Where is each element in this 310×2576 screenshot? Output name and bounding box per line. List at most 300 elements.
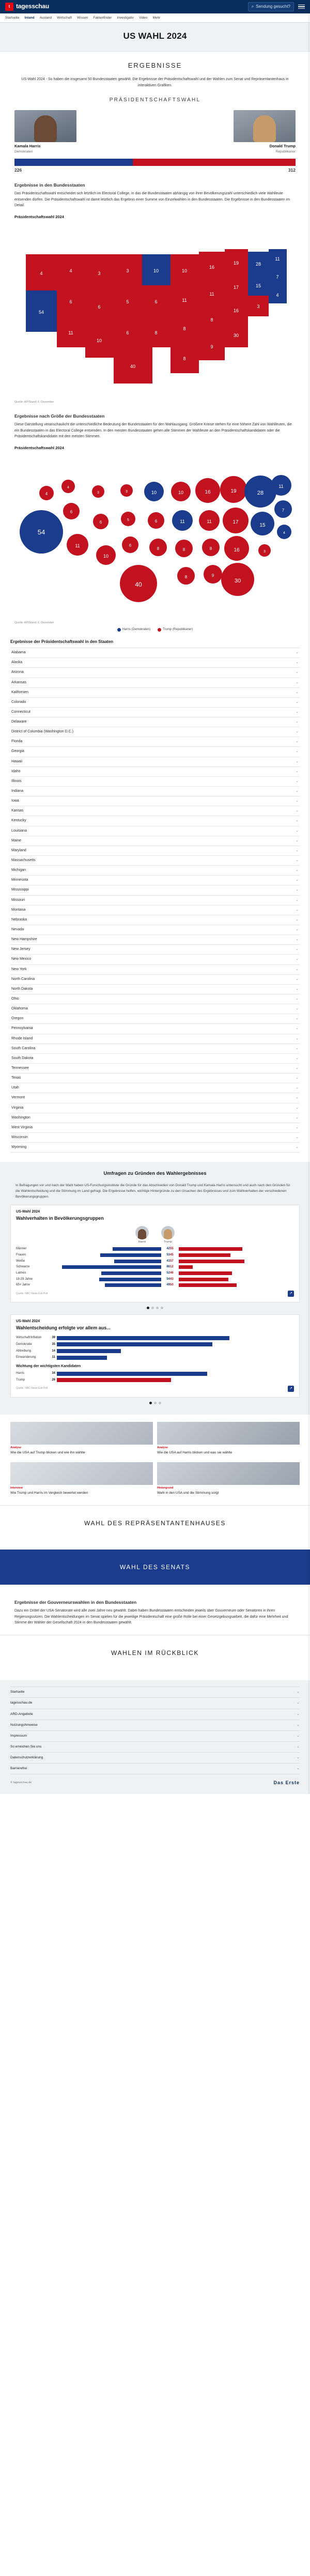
state-name: New Jersey	[11, 947, 30, 952]
svg-text:6: 6	[154, 299, 158, 304]
svg-text:8: 8	[183, 326, 186, 331]
chevron-down-icon: ⌄	[296, 1007, 299, 1011]
svg-text:11: 11	[68, 330, 73, 335]
trump-avatar	[161, 1226, 175, 1239]
section1-title: Ergebnisse in den Bundesstaaten	[14, 182, 85, 188]
svg-text:6: 6	[98, 304, 101, 310]
theme-value: 11	[52, 1356, 55, 1359]
state-row[interactable]	[10, 836, 300, 846]
chevron-down-icon: ⌄	[296, 1145, 299, 1149]
panel2-kicker: US-Wahl 2024	[16, 1320, 40, 1324]
state-row[interactable]	[10, 975, 300, 985]
chevron-down-icon: ⌄	[296, 938, 299, 942]
state-list-title: Ergebnisse der Präsidentschaftswahl in den Staaten	[10, 639, 114, 645]
page-title-band	[0, 23, 310, 52]
poll-row-label: 18-29 Jahre	[16, 1277, 33, 1281]
svg-text:10: 10	[178, 489, 184, 495]
state-name: Utah	[11, 1086, 19, 1090]
state-name: Wisconsin	[11, 1135, 28, 1139]
state-row[interactable]	[10, 1064, 300, 1074]
theme-label: Trump	[16, 1378, 25, 1382]
share-icon[interactable]: ↗	[288, 1291, 294, 1297]
chevron-down-icon: ⌄	[296, 1076, 299, 1080]
state-name: Indiana	[11, 789, 23, 793]
poll-row-right-value: 45	[170, 1253, 174, 1256]
theme-value: 34	[52, 1372, 55, 1375]
harris-party: Demokraten	[14, 150, 33, 154]
chevron-down-icon: ⌄	[296, 838, 299, 842]
poll-row	[16, 1247, 294, 1251]
svg-text:6: 6	[70, 509, 73, 514]
poll-row-right-value: 43	[170, 1277, 174, 1281]
state-row[interactable]	[10, 1113, 300, 1123]
chevron-down-icon: ⌄	[296, 967, 299, 971]
svg-text:7: 7	[282, 508, 285, 513]
nav-item-5[interactable]: Faktenfinder	[93, 16, 112, 20]
carousel-dot-3[interactable]	[156, 1307, 159, 1309]
state-row[interactable]	[10, 727, 300, 737]
chevron-down-icon: ⌄	[296, 957, 299, 961]
nav-item-4[interactable]: Wissen	[77, 16, 88, 20]
section-review-title: WAHLEN IM RÜCKBLICK	[111, 1649, 199, 1657]
governor-block	[0, 1585, 310, 1626]
svg-text:17: 17	[233, 284, 239, 290]
chevron-down-icon: ⌄	[297, 1701, 300, 1705]
state-row[interactable]	[10, 1054, 300, 1064]
state-name: Louisiana	[11, 829, 27, 833]
svg-text:11: 11	[275, 256, 280, 262]
theme-value: 26	[52, 1378, 55, 1382]
state-name: Illinois	[11, 779, 22, 783]
chevron-down-icon: ⌄	[296, 819, 299, 823]
chevron-down-icon: ⌄	[296, 848, 299, 852]
chevron-down-icon: ⌄	[296, 878, 299, 882]
state-row[interactable]	[10, 757, 300, 767]
state-map-choropleth[interactable]	[0, 222, 310, 399]
poll-row-right-value: 46	[170, 1271, 174, 1275]
footer-link[interactable]: Impressum ⌄	[10, 1731, 300, 1742]
results-heading: ERGEBNISSE	[128, 61, 182, 69]
teaser-kicker: Analyse	[10, 1446, 22, 1449]
chevron-down-icon: ⌄	[297, 1767, 300, 1771]
state-row[interactable]	[10, 994, 300, 1004]
state-name: North Carolina	[11, 977, 35, 981]
teaser-card[interactable]	[10, 1422, 153, 1455]
chevron-down-icon: ⌄	[296, 1046, 299, 1050]
state-name: Alaska	[11, 661, 23, 665]
nav-item-7[interactable]: Video	[139, 16, 148, 20]
section2-block	[0, 405, 310, 439]
footer-link[interactable]: ARD-Angebote ⌄	[10, 1709, 300, 1720]
section2-text: Diese Darstellung veranschaulicht die unterschiedliche Bedeutung der Bundesstaaten für den Wahlausgang. Größere Kreise stehen für eine höhere Zahl von Wahlleuten, die ein Bundesstaaten in das Electoral College entsenden. In den meisten Bundesstaaten gehen alle Stimmen der Wahlleute an den Präsidentschaftskandidaten oder die Präsidentschaftskandidatin mit den meisten Stimmen.	[14, 423, 292, 438]
theme-row	[16, 1378, 294, 1383]
state-row[interactable]	[10, 915, 300, 925]
governor-text: Dazu ein Drittel der USA-Senatorate wird alle zwei Jahre neu gewählt. Dabei haben Bundesstaaten entscheiden jeweils über Gouverneure oder Senatoren in ihren Regierungssitzen. Die Wahlentscheidungen im Senat spielen für die jeweilige Präsidentschaft eine große Rolle bei einer Gesetzgebungsarbeit, die dafür eine Mehrheit und Stimme der Wähler der Gesellschaft 2024 in den Bundesstaaten gewählt.	[14, 1609, 288, 1624]
state-row[interactable]	[10, 885, 300, 895]
carousel-dot-4[interactable]	[161, 1307, 163, 1309]
state-row[interactable]	[10, 935, 300, 945]
svg-text:16: 16	[233, 308, 239, 313]
state-name: Colorado	[11, 700, 26, 704]
footer-bottom	[10, 1774, 300, 1786]
svg-text:6: 6	[126, 330, 129, 335]
svg-text:8: 8	[183, 356, 186, 361]
teaser-kicker: Hintergrund	[157, 1486, 174, 1490]
theme-label: Abtreibung	[16, 1349, 32, 1353]
poll-row	[16, 1253, 294, 1258]
chevron-down-icon: ⌄	[296, 1036, 299, 1040]
chevron-down-icon: ⌄	[296, 720, 299, 724]
state-name: Maine	[11, 838, 22, 842]
svg-text:19: 19	[233, 260, 239, 266]
state-row[interactable]	[10, 906, 300, 915]
state-name: New York	[11, 967, 27, 971]
theme-value: 14	[52, 1349, 55, 1353]
state-row[interactable]	[10, 1133, 300, 1143]
teaser-text: Wahl in den USA und die Stimmung sorgt	[157, 1491, 219, 1495]
panel1-head-harris: Harris	[135, 1226, 149, 1245]
svg-text:4: 4	[45, 491, 48, 496]
svg-text:11: 11	[182, 297, 187, 303]
panel2-source: Quelle: NBC News Exit Poll	[16, 1386, 48, 1390]
state-name: North Dakota	[11, 987, 33, 991]
chevron-down-icon: ⌄	[296, 670, 299, 674]
state-name: Arkansas	[11, 680, 27, 684]
state-row[interactable]	[10, 985, 300, 994]
poll-row-label: Latinos	[16, 1271, 26, 1275]
footer-link[interactable]: Datenschutzerklärung ⌄	[10, 1753, 300, 1764]
svg-text:9: 9	[210, 344, 213, 349]
hamburger-icon[interactable]	[298, 5, 305, 9]
state-row[interactable]	[10, 846, 300, 856]
nav-item-1[interactable]: Inland	[24, 16, 35, 20]
state-name: Arizona	[11, 670, 24, 674]
chevron-down-icon: ⌄	[296, 858, 299, 863]
chevron-down-icon: ⌄	[296, 987, 299, 991]
state-name: Connecticut	[11, 710, 30, 714]
state-row[interactable]	[10, 866, 300, 876]
teaser-text: Wie die USA auf Harris blicken und was sie wählte	[157, 1450, 233, 1454]
poll-row-right-value: 55	[170, 1247, 174, 1251]
footer-link[interactable]: Nutzungshinweise ⌄	[10, 1720, 300, 1731]
state-row[interactable]	[10, 1044, 300, 1054]
map1-svg	[10, 223, 300, 399]
state-row[interactable]	[10, 965, 300, 975]
section1-block	[0, 174, 310, 208]
map1-title: Präsidentschaftswahl 2024	[14, 214, 64, 219]
state-row[interactable]	[10, 856, 300, 866]
state-row[interactable]	[10, 737, 300, 747]
svg-text:4: 4	[276, 292, 279, 298]
chevron-down-icon: ⌄	[296, 809, 299, 813]
map2-svg	[10, 454, 300, 620]
teaser-image	[10, 1462, 153, 1485]
svg-text:11: 11	[278, 483, 284, 489]
svg-text:11: 11	[207, 518, 212, 524]
chevron-down-icon: ⌄	[296, 908, 299, 912]
teaser-text: Wie Trump und Harris im Vergleich bewertet werden	[10, 1491, 88, 1495]
nav-item-8[interactable]: Mehr	[152, 16, 161, 20]
theme-row	[16, 1342, 294, 1347]
state-row[interactable]	[10, 945, 300, 955]
carousel2-dot-3[interactable]	[159, 1402, 161, 1404]
chevron-down-icon: ⌄	[296, 749, 299, 754]
svg-text:11: 11	[209, 291, 214, 297]
svg-text:11: 11	[180, 518, 185, 524]
state-name: Texas	[11, 1076, 21, 1080]
state-row[interactable]	[10, 648, 300, 658]
nav-item-6[interactable]: Investigativ	[117, 16, 134, 20]
chevron-down-icon: ⌄	[296, 868, 299, 872]
state-row[interactable]	[10, 678, 300, 688]
state-row[interactable]	[10, 767, 300, 777]
state-row[interactable]	[10, 1074, 300, 1083]
panel1-title: Wahlverhalten in Bevölkerungsgruppen	[16, 1216, 104, 1221]
footer-link[interactable]: tagesschau.de ⌄	[10, 1698, 300, 1709]
poll-row-label: Männer	[16, 1247, 27, 1251]
bar-label-harris	[14, 167, 22, 174]
carousel-dot-1[interactable]	[147, 1307, 149, 1309]
state-row[interactable]	[10, 1034, 300, 1044]
trump-party: Republikaner	[275, 150, 296, 154]
carousel2-dot-1[interactable]	[149, 1402, 152, 1404]
chevron-down-icon: ⌄	[297, 1723, 300, 1727]
poll-row-label: Schwarze	[16, 1265, 30, 1269]
state-name: Alabama	[11, 651, 26, 655]
poll-row-left-value: 52	[166, 1271, 170, 1275]
state-list	[10, 648, 300, 1153]
section-review[interactable]	[0, 1635, 310, 1670]
svg-text:10: 10	[103, 553, 109, 559]
poll-row-right-value: 12	[170, 1265, 174, 1269]
chevron-down-icon: ⌄	[296, 898, 299, 902]
state-map-bubbles[interactable]	[0, 453, 310, 620]
panel2-title: Wahlentscheidung erfolgte vor allem aus...	[16, 1325, 111, 1331]
carousel2-dot-2[interactable]	[154, 1402, 157, 1404]
panel1-footer	[16, 1291, 294, 1297]
chevron-down-icon: ⌄	[296, 888, 299, 892]
panel1-heads	[16, 1226, 294, 1245]
search-input[interactable]	[248, 2, 294, 11]
svg-text:15: 15	[255, 283, 261, 288]
carousel-dots[interactable]	[0, 1307, 310, 1309]
main-nav	[0, 13, 310, 23]
svg-text:10: 10	[96, 338, 102, 343]
poll-row-right-value: 57	[170, 1259, 174, 1263]
state-row[interactable]	[10, 955, 300, 964]
poll-row-label: 65+ Jahre	[16, 1283, 30, 1287]
poll-row	[16, 1259, 294, 1264]
state-name: Minnesota	[11, 878, 28, 882]
state-name: Kalifornien	[11, 690, 29, 694]
state-row[interactable]	[10, 796, 300, 806]
chevron-down-icon: ⌄	[296, 1066, 299, 1070]
section-senate[interactable]	[0, 1550, 310, 1584]
theme-label: Demokratie	[16, 1343, 32, 1346]
chevron-down-icon: ⌄	[296, 700, 299, 704]
chevron-down-icon: ⌄	[296, 1056, 299, 1060]
state-row[interactable]	[10, 876, 300, 885]
state-name: Florida	[11, 740, 23, 744]
trump-electors: 312	[288, 167, 296, 173]
chevron-down-icon: ⌄	[296, 997, 299, 1001]
theme-row	[16, 1349, 294, 1354]
chevron-down-icon: ⌄	[296, 661, 299, 665]
theme-row	[16, 1371, 294, 1376]
state-name: Oregon	[11, 1017, 24, 1021]
bar-label-trump	[288, 167, 296, 174]
panel1-head-trump: Trump	[161, 1226, 175, 1245]
carousel-dot-2[interactable]	[151, 1307, 154, 1309]
chevron-down-icon: ⌄	[296, 799, 299, 803]
state-row[interactable]	[10, 698, 300, 708]
footer-link[interactable]: So erreichen Sie uns ⌄	[10, 1742, 300, 1753]
map-legend	[0, 625, 310, 632]
share-icon[interactable]: ↗	[288, 1386, 294, 1392]
panel2-subtitle: Wichtung der wichtigsten Kandidaten	[16, 1364, 81, 1369]
svg-text:17: 17	[233, 519, 239, 525]
svg-text:10: 10	[181, 268, 188, 273]
section-house[interactable]	[0, 1505, 310, 1540]
state-row[interactable]	[10, 925, 300, 935]
harris-avatar	[135, 1226, 149, 1239]
svg-text:28: 28	[257, 489, 264, 496]
state-row[interactable]	[10, 1123, 300, 1133]
nav-item-2[interactable]: Ausland	[39, 16, 52, 20]
svg-text:3: 3	[126, 489, 128, 494]
svg-text:6: 6	[69, 299, 72, 304]
svg-text:5: 5	[126, 299, 129, 304]
state-row[interactable]	[10, 1024, 300, 1034]
svg-text:3: 3	[97, 490, 99, 495]
tagesschau-logo-icon: t	[5, 3, 13, 11]
theme-label: Einwanderung	[16, 1356, 36, 1359]
state-row[interactable]	[10, 1143, 300, 1153]
state-row[interactable]	[10, 896, 300, 906]
footer-links	[10, 1686, 300, 1774]
map2-caption: Quelle: AP/Stand: 6. Dezember	[14, 621, 54, 624]
poll-row-right-value: 50	[170, 1283, 174, 1287]
poll-row-label: Frauen	[16, 1253, 26, 1256]
chevron-down-icon: ⌄	[296, 1115, 299, 1120]
nav-item-0[interactable]: Startseite	[5, 16, 20, 20]
state-name: Kansas	[11, 809, 24, 813]
state-name: Missouri	[11, 898, 25, 902]
state-name: Michigan	[11, 868, 26, 872]
state-name: Mississippi	[11, 888, 29, 892]
state-row[interactable]	[10, 806, 300, 816]
carousel-dots-2[interactable]	[0, 1402, 310, 1404]
state-row[interactable]	[10, 747, 300, 757]
poll-row-left-value: 86	[166, 1265, 170, 1269]
state-row[interactable]	[10, 658, 300, 668]
teaser-kicker: Interview	[10, 1486, 23, 1490]
teaser-kicker: Analyse	[157, 1446, 168, 1449]
state-row[interactable]	[10, 708, 300, 717]
state-row[interactable]	[10, 1004, 300, 1014]
state-row[interactable]	[10, 777, 300, 787]
search-placeholder: Sendung gesucht?	[256, 4, 290, 9]
svg-text:30: 30	[234, 577, 241, 584]
svg-text:6: 6	[129, 543, 132, 548]
state-name: Wyoming	[11, 1145, 27, 1149]
presidential-heading: PRÄSIDENTSCHAFTSWAHL	[109, 97, 201, 103]
state-row[interactable]	[10, 1083, 300, 1093]
state-row[interactable]	[10, 688, 300, 698]
svg-text:8: 8	[157, 546, 160, 551]
copyright: © tagesschau.de	[10, 1781, 32, 1784]
state-name: Georgia	[11, 749, 24, 754]
site-footer	[0, 1680, 310, 1793]
teaser-row-2	[0, 1455, 310, 1496]
theme-label: Wirtschaft/Inflation	[16, 1336, 42, 1340]
state-row[interactable]	[10, 1014, 300, 1024]
state-row[interactable]	[10, 787, 300, 796]
electoral-bar	[14, 159, 296, 174]
state-row[interactable]	[10, 826, 300, 836]
svg-text:6: 6	[99, 519, 102, 525]
state-row[interactable]	[10, 1093, 300, 1103]
presidential-heading-block	[0, 88, 310, 109]
state-row[interactable]	[10, 1103, 300, 1113]
state-row[interactable]	[10, 717, 300, 727]
teaser-row-1	[0, 1415, 310, 1455]
state-name: Rhode Island	[11, 1036, 33, 1040]
teaser-card[interactable]	[157, 1422, 300, 1455]
poll-row-label: Weiße	[16, 1259, 25, 1263]
chevron-down-icon: ⌄	[296, 759, 299, 763]
teaser-image	[157, 1422, 300, 1445]
bar-segment-harris	[14, 159, 133, 166]
state-name: Nebraska	[11, 917, 27, 922]
state-row[interactable]	[10, 816, 300, 826]
theme-label: Harris	[16, 1372, 24, 1375]
state-name: South Dakota	[11, 1056, 34, 1060]
chevron-down-icon: ⌄	[296, 829, 299, 833]
state-name: Maryland	[11, 848, 26, 852]
chevron-down-icon: ⌄	[296, 690, 299, 694]
chevron-down-icon: ⌄	[297, 1690, 300, 1694]
brand-logo[interactable]	[5, 2, 49, 11]
legend-trump: Trump (Republikaner)	[158, 627, 193, 632]
svg-text:8: 8	[209, 546, 212, 551]
ard-logo-icon[interactable]: Das Erste	[273, 1780, 300, 1786]
poll-row-left-value: 49	[166, 1283, 170, 1287]
svg-text:9: 9	[211, 573, 214, 578]
teaser-text: Wie die USA auf Trump blicken und wie ihn wählte	[10, 1450, 85, 1454]
chevron-down-icon: ⌄	[296, 1096, 299, 1100]
poll-row	[16, 1283, 294, 1287]
teaser-card[interactable]	[10, 1462, 153, 1496]
page-scrollbar[interactable]	[308, 0, 310, 1794]
poll-row	[16, 1265, 294, 1269]
teaser-card[interactable]	[157, 1462, 300, 1496]
polls-heading: Umfragen zu Gründen des Wahlergebnisses	[103, 1171, 207, 1177]
map1-caption: Quelle: AP/Stand: 6. Dezember	[14, 400, 54, 404]
nav-item-3[interactable]: Wirtschaft	[57, 16, 72, 20]
footer-link[interactable]: Barrierefrei ⌄	[10, 1764, 300, 1774]
page-title: US WAHL 2024	[123, 31, 187, 41]
svg-text:3: 3	[264, 549, 266, 554]
footer-link[interactable]: Startseite ⌄	[10, 1687, 300, 1698]
state-name: Kentucky	[11, 819, 26, 823]
chevron-down-icon: ⌄	[296, 789, 299, 793]
section1-text: Das Präsidentschaftswahl entscheidet sich letztlich im Electoral College, in das die Bundesstaaten abhängig von ihrer Bevölkerungszahl unterschiedlich viele Wahlleute entsenden dürfen. Die Präsidentschaftswahl ist damit letztlich das Ergebnis einer Summe von Einzelwahlen in den Bundesstaaten. Die Ergebnisse in den Bundesstaaten im Detail.	[14, 192, 290, 207]
state-row[interactable]	[10, 668, 300, 678]
svg-text:3: 3	[126, 268, 129, 273]
svg-text:8: 8	[210, 317, 213, 323]
chevron-down-icon: ⌄	[296, 680, 299, 684]
